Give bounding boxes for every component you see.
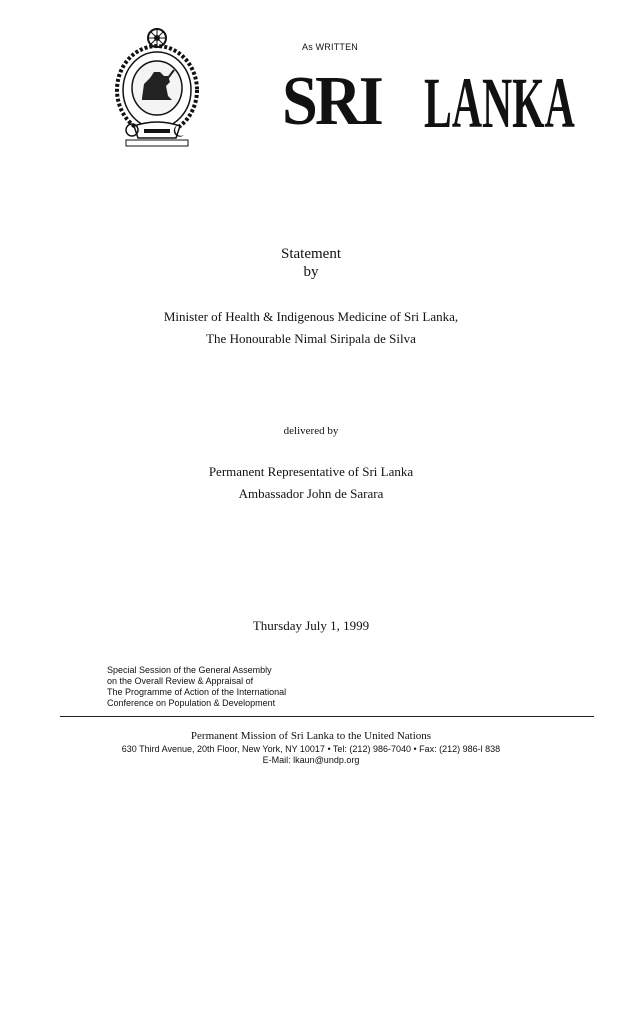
country-name-first: SRI	[282, 63, 382, 140]
mission-address: 630 Third Avenue, 20th Floor, New York, NY 10017 • Tel: (212) 986-7040 • Fax: (212) 986-l 838	[121, 744, 501, 754]
national-emblem-icon	[112, 26, 202, 148]
date-line: Thursday July 1, 1999	[252, 618, 370, 633]
session-line: on the Overall Review & Appraisal of	[107, 676, 254, 686]
ambassador-line: Ambassador John de Sarara	[238, 486, 384, 501]
country-name-second: LANKA	[424, 63, 575, 143]
session-line: Conference on Population & Development	[107, 698, 276, 708]
country-name-heading	[282, 62, 582, 152]
representative-line: Permanent Representative of Sri Lanka	[208, 464, 414, 479]
session-line: Special Session of the General Assembly	[107, 665, 272, 675]
statement-title: Statement	[281, 246, 341, 262]
session-description	[107, 665, 286, 709]
handwritten-stamp: As WRITTEN	[302, 42, 358, 52]
session-line: The Programme of Action of the International	[107, 687, 287, 697]
minister-line: Minister of Health & Indigenous Medicine of Sri Lanka,	[163, 309, 459, 324]
honourable-line: The Honourable Nimal Siripala de Silva	[206, 331, 416, 346]
mission-name: Permanent Mission of Sri Lanka to the United Nations	[190, 730, 432, 742]
statement-by: by	[303, 264, 319, 280]
delivered-by-label: delivered by	[283, 425, 339, 437]
mission-email: E-Mail: lkaun@undp.org	[262, 755, 360, 765]
footer-divider	[60, 716, 594, 717]
